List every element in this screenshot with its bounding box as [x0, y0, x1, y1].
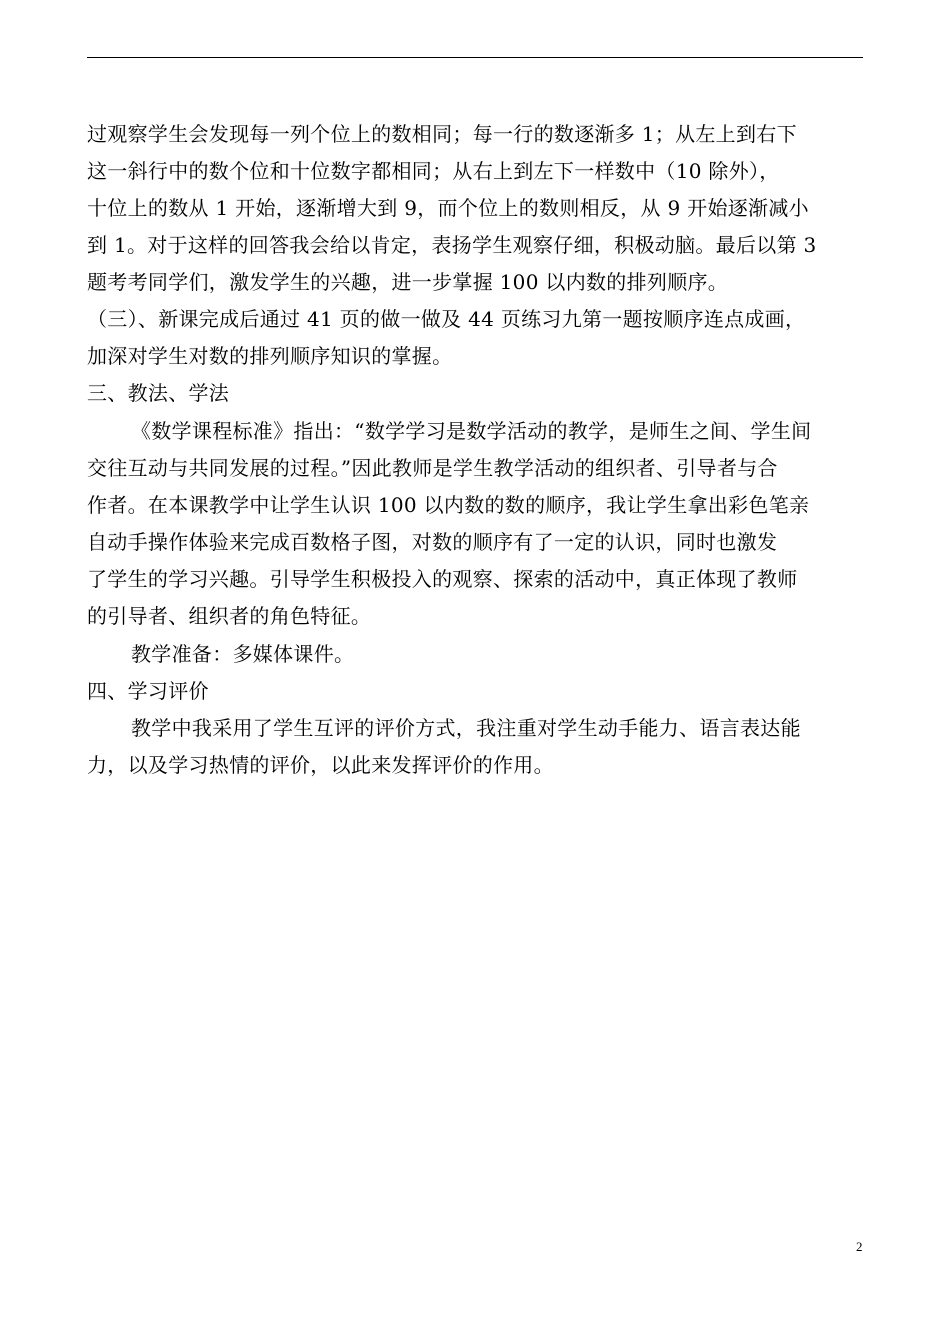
body-line: 交往互动与共同发展的过程。”因此教师是学生教学活动的组织者、引导者与合 — [87, 456, 778, 480]
body-line: 教学中我采用了学生互评的评价方式，我注重对学生动手能力、语言表达能 — [131, 716, 801, 740]
body-line: 这一斜行中的数个位和十位数字都相同；从右上到左下一样数中（10 除外）， — [87, 159, 780, 183]
body-line: 题考考同学们，激发学生的兴趣，进一步掌握 100 以内数的排列顺序。 — [87, 270, 729, 294]
body-line: 教学准备：多媒体课件。 — [131, 642, 355, 666]
section-heading: 三、教法、学法 — [87, 381, 230, 405]
body-line: 自动手操作体验来完成百数格子图，对数的顺序有了一定的认识，同时也激发 — [87, 530, 778, 554]
body-line: 力，以及学习热情的评价，以此来发挥评价的作用。 — [87, 753, 554, 777]
page-number: 2 — [856, 1239, 863, 1254]
header-rule — [87, 57, 863, 58]
body-line: 的引导者、组织者的角色特征。 — [87, 604, 372, 628]
body-line: 过观察学生会发现每一列个位上的数相同；每一行的数逐渐多 1；从左上到右下 — [87, 122, 797, 146]
body-line: 十位上的数从 1 开始，逐渐增大到 9，而个位上的数则相反，从 9 开始逐渐减小 — [87, 196, 809, 220]
body-line: 到 1。对于这样的回答我会给以肯定，表扬学生观察仔细，积极动脑。最后以第 3 — [87, 233, 817, 257]
body-line: 作者。在本课教学中让学生认识 100 以内数的数的顺序，我让学生拿出彩色笔亲 — [87, 493, 810, 517]
body-line: （三）、新课完成后通过 41 页的做一做及 44 页练习九第一题按顺序连点成画， — [87, 307, 806, 331]
section-heading: 四、学习评价 — [87, 679, 209, 703]
body-line: 《数学课程标准》指出：“数学学习是数学活动的教学，是师生之间、学生间 — [131, 419, 812, 443]
body-line: 了学生的学习兴趣。引导学生积极投入的观察、探索的活动中，真正体现了教师 — [87, 567, 798, 591]
body-line: 加深对学生对数的排列顺序知识的掌握。 — [87, 344, 453, 368]
